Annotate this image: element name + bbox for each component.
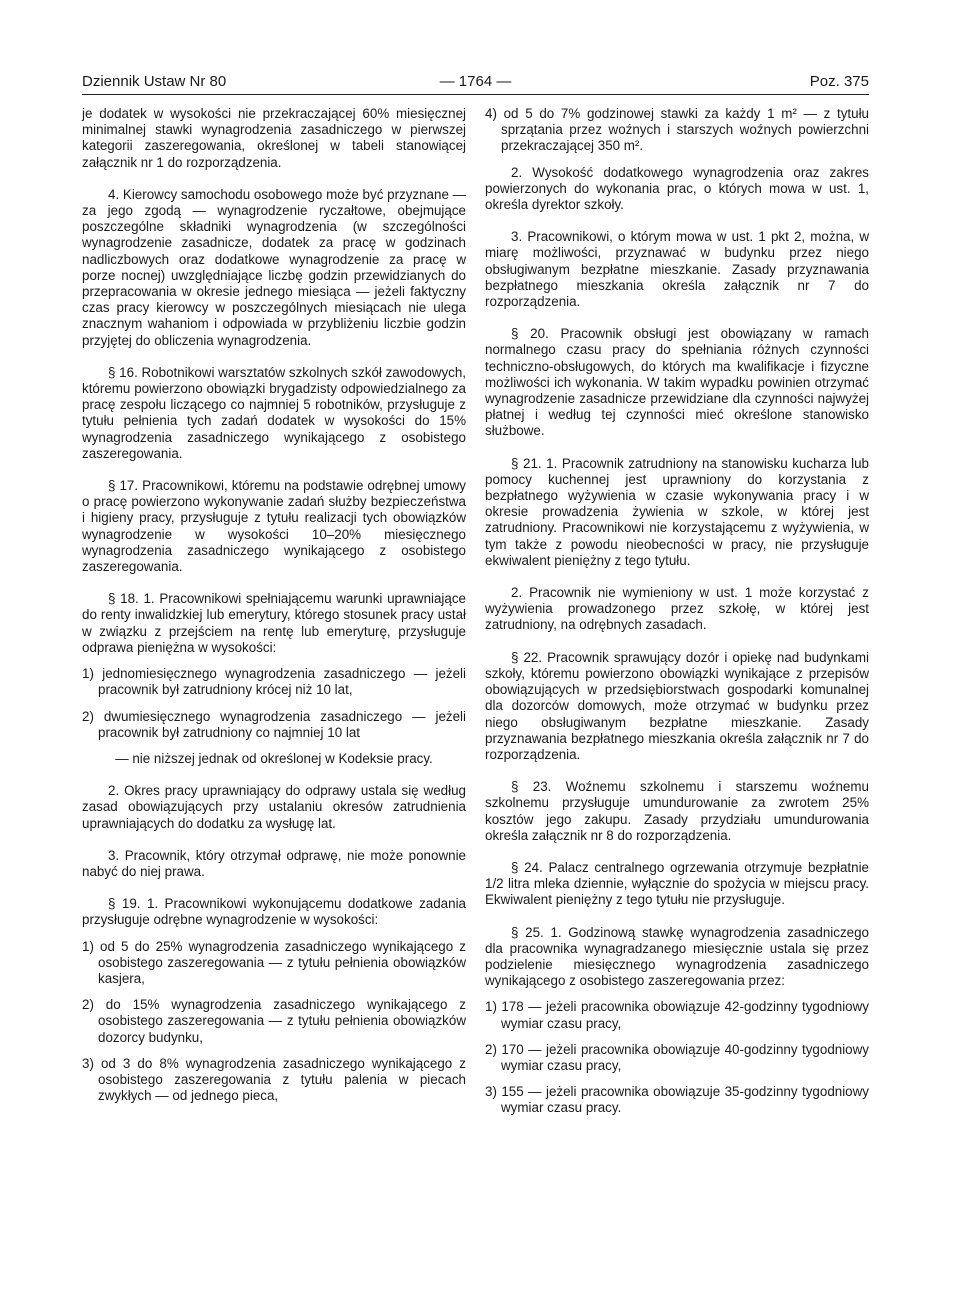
paragraph: § 17. Pracownikowi, któremu na podstawie odrębnej umowy o pracę powierzono wykonywanie zadań służby bezpieczeństwa i higieny pracy, przysługuje z tytułu realizacji tych obowiązków wynagrodzenie w wysokości 10–20% miesięcznego wynagrodzenia zasadniczego wynikającego z osobistego zaszeregowania. — [82, 478, 466, 575]
paragraph: § 23. Woźnemu szkolnemu i starszemu woźnemu szkolnemu przysługuje umundurowanie za zwrotem 25% kosztów jego zakupu. Zasady przydziału umundurowania określa załącznik nr 8 do rozporządzenia. — [485, 779, 869, 843]
list-item: 3) od 3 do 8% wynagrodzenia zasadniczego wynikającego z osobistego zaszeregowania z tytułu palenia w piecach zwykłych — od jednego pieca, — [82, 1055, 466, 1104]
list-item: 2) dwumiesięcznego wynagrodzenia zasadniczego — jeżeli pracownik był zatrudniony co najmniej 10 lat — [82, 708, 466, 740]
paragraph: § 16. Robotnikowi warsztatów szkolnych szkół zawodowych, któremu powierzono obowiązki brygadzisty odpowiedzialnego za pracę zespołu liczącego co najmniej 5 robotników, przysługuje z tytułu pełnienia tych zadań dodatek w wysokości do 15% wynagrodzenia zasadniczego wynikającego z osobistego zaszeregowania. — [82, 364, 466, 461]
left-column — [82, 106, 466, 1114]
paragraph: § 20. Pracownik obsługi jest obowiązany w ramach normalnego czasu pracy do spełniania różnych czynności techniczno-obsługowych, do których ma kwalifikacje i fizyczne możliwości ich wykonania. W takim wypadku powinien otrzymać wynagrodzenie zasadnicze przewidziane dla czynności najwyżej płatnej i według tej czynności mieć określone stanowisko służbowe. — [485, 326, 869, 439]
paragraph: 4. Kierowcy samochodu osobowego może być przyznane — za jego zgodą — wynagrodzenie ryczałtowe, obejmujące poszczególne składniki wynagrodzenia (w szczególności wynagrodzenie zasadnicze, dodatek za pracę w godzinach nadliczbowych oraz dodatkowe wynagrodzenie za pracę w porze nocnej) uwzględniające liczbę godzin przewidzianych do przepracowania w okresie jednego miesiąca — jeżeli faktyczny czas pracy kierowcy w poszczególnych miesiącach nie ulega znacznym wahaniom i odpowiada w przybliżeniu liczbie godzin przyjętej do obliczenia wynagrodzenia. — [82, 186, 467, 348]
paragraph: 2. Wysokość dodatkowego wynagrodzenia oraz zakres powierzonych do wykonania prac, o których mowa w ust. 1, określa dyrektor szkoły. — [485, 164, 869, 213]
paragraph: § 18. 1. Pracownikowi spełniającemu warunki uprawniające do renty inwalidzkiej lub emerytury, którego stosunek pracy ustał w związku z przejściem na rentę lub emeryturę, przysługuje odprawa pieniężna w wysokości: — [82, 591, 466, 655]
list-item: 1) 178 — jeżeli pracownika obowiązuje 42-godzinny tygodniowy wymiar czasu pracy, — [485, 999, 869, 1031]
list-item: 4) od 5 do 7% godzinowej stawki za każdy 1 m² — z tytułu sprzątania przez woźnych i starszych woźnych powierzchni przekraczającej 350 m². — [485, 106, 869, 154]
list-item: 2) 170 — jeżeli pracownika obowiązuje 40-godzinny tygodniowy wymiar czasu pracy, — [485, 1041, 869, 1073]
paragraph: § 24. Palacz centralnego ogrzewania otrzymuje bezpłatnie 1/2 litra mleka dziennie, wyłącznie do spożycia w miejscu pracy. Ekwiwalent pieniężny z tego tytułu nie przysługuje. — [485, 859, 869, 908]
paragraph: je dodatek w wysokości nie przekraczającej 60% miesięcznej minimalnej stawki wynagrodzenia zasadniczego w pierwszej kategorii zaszeregowania, określonej w tabeli stanowiącej załącznik nr 1 do rozporządzenia. — [82, 106, 466, 170]
page-header — [82, 72, 869, 95]
paragraph: 3. Pracownikowi, o którym mowa w ust. 1 pkt 2, można, w miarę możliwości, przyznawać w budynku przez niego obsługiwanym bezpłatne mieszkanie. Zasady przyznawania bezpłatnego mieszkania określa załącznik nr 7 do rozporządzenia. — [485, 229, 869, 310]
journal-title: Dziennik Ustaw Nr 80 — [82, 73, 227, 90]
paragraph: 3. Pracownik, który otrzymał odprawę, nie może ponownie nabyć do niej prawa. — [82, 847, 466, 879]
paragraph: 2. Okres pracy uprawniający do odprawy ustala się według zasad obowiązujących przy ustalaniu okresów zatrudnienia uprawniających do dodatku za wysługę lat. — [82, 783, 466, 831]
paragraph: § 25. 1. Godzinową stawkę wynagrodzenia zasadniczego dla pracownika wynagradzanego miesięcznie ustala się przez podzielenie miesięcznego wynagrodzenia zasadniczego wynikającego z osobistego zaszeregowania przez: — [485, 924, 869, 989]
paragraph: § 22. Pracownik sprawujący dozór i opiekę nad budynkami szkoły, któremu powierzono obowiązki wynikające z przepisów obowiązujących w przedsiębiorstwach gospodarki komunalnej dla dozorców domowych, może otrzymać w budynku przez niego obsługiwanym bezpłatne mieszkanie. Zasady przyznawania bezpłatnego mieszkania określa załącznik nr 7 do rozporządzenia. — [485, 649, 869, 762]
paragraph: § 19. 1. Pracownikowi wykonującemu dodatkowe zadania przysługuje odrębne wynagrodzenie w wysokości: — [82, 896, 466, 928]
position-number: Poz. 375 — [809, 73, 869, 90]
page-number: — 1764 — — [439, 73, 512, 90]
list-item: 2) do 15% wynagrodzenia zasadniczego wynikającego z osobistego zaszeregowania — z tytułu pełnienia obowiązków dozorcy budynku, — [82, 997, 466, 1045]
paragraph: 2. Pracownik nie wymieniony w ust. 1 może korzystać z wyżywienia prowadzonego przez szkołę, w której jest zatrudniony, na odrębnych zasadach. — [485, 585, 869, 633]
paragraph: — nie niższej jednak od określonej w Kodeksie pracy. — [115, 750, 433, 766]
list-item: 1) od 5 do 25% wynagrodzenia zasadniczego wynikającego z osobistego zaszeregowania — z tytułu pełnienia obowiązków kasjera, — [82, 938, 466, 986]
paragraph: § 21. 1. Pracownik zatrudniony na stanowisku kucharza lub pomocy kuchennej jest uprawniony do korzystania z bezpłatnego wyżywienia w czasie wykonywania pracy i w okresie prowadzenia żywienia w szkole, w której jest zatrudniony. Pracownikowi nie korzystającemu z wyżywienia, w tym także z powodu nieobecności w pracy, nie przysługuje ekwiwalent pieniężny z tego tytułu. — [485, 455, 869, 568]
right-column — [485, 106, 869, 1127]
list-item: 3) 155 — jeżeli pracownika obowiązuje 35-godzinny tygodniowy wymiar czasu pracy. — [485, 1084, 869, 1116]
list-item: 1) jednomiesięcznego wynagrodzenia zasadniczego — jeżeli pracownik był zatrudniony krócej niż 10 lat, — [82, 666, 466, 698]
